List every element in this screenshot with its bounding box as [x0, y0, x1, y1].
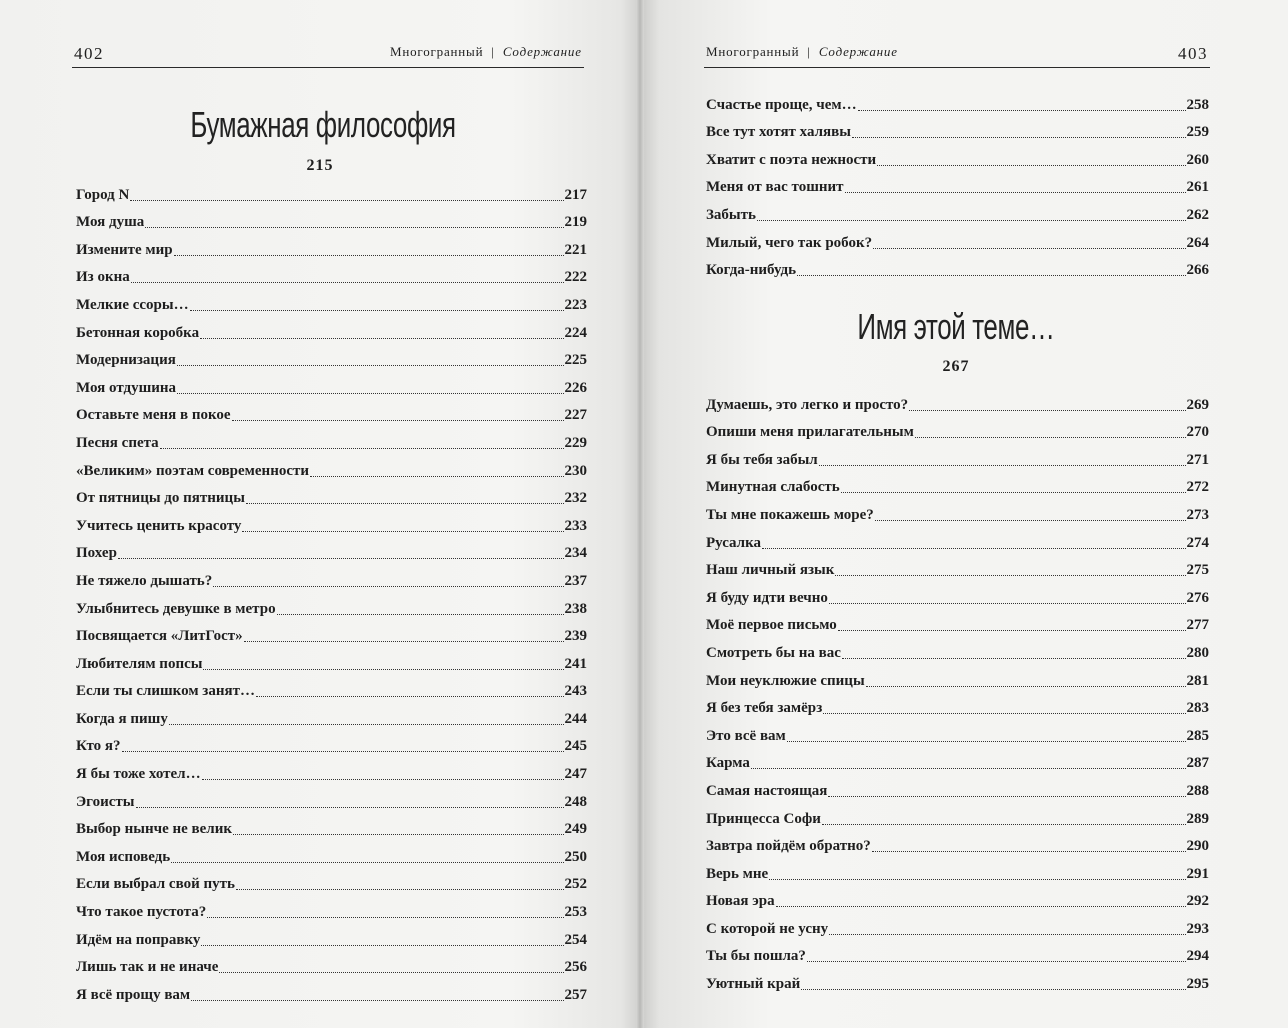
left-running-header — [390, 44, 582, 60]
toc-dot-leader — [776, 906, 1186, 907]
toc-entry-title: Уютный край — [706, 976, 801, 993]
toc-entry-title: Песня спета — [76, 434, 159, 451]
toc-dot-leader — [145, 227, 563, 228]
toc-entry-page: 221 — [564, 241, 587, 258]
toc-entry-title: Я буду идти вечно — [706, 589, 828, 606]
right-toc-bottom-entry — [706, 910, 1209, 938]
left-toc-entry — [76, 286, 587, 314]
toc-entry-page: 233 — [564, 517, 587, 534]
toc-entry-page: 264 — [1186, 234, 1209, 251]
toc-dot-leader — [202, 779, 564, 780]
right-toc-bottom-entry — [706, 441, 1209, 469]
toc-entry-page: 219 — [564, 214, 587, 231]
toc-entry-page: 258 — [1186, 96, 1209, 113]
toc-dot-leader — [118, 558, 564, 559]
toc-entry-page: 274 — [1186, 534, 1209, 551]
right-toc-top-entry — [706, 141, 1209, 169]
toc-entry-title: Лишь так и не иначе — [76, 959, 219, 976]
toc-entry-page: 259 — [1186, 124, 1209, 141]
right-toc-top-entry — [706, 196, 1209, 224]
left-header-book: Многогранный — [390, 44, 484, 59]
right-toc-top-entry — [706, 252, 1209, 280]
right-header-separator: | — [807, 44, 811, 59]
toc-entry-title: Учитесь ценить красоту — [76, 517, 242, 534]
toc-entry-page: 254 — [564, 931, 587, 948]
right-toc-bottom-entry — [706, 855, 1209, 883]
toc-entry-title: Модернизация — [76, 352, 176, 369]
toc-dot-leader — [203, 669, 563, 670]
toc-dot-leader — [762, 548, 1185, 549]
toc-entry-page: 272 — [1186, 479, 1209, 496]
left-toc-entry — [76, 728, 587, 756]
toc-entry-page: 253 — [564, 904, 587, 921]
right-toc-bottom-entry — [706, 690, 1209, 718]
toc-entry-page: 241 — [564, 655, 587, 672]
toc-dot-leader — [841, 492, 1186, 493]
toc-entry-title: От пятницы до пятницы — [76, 490, 245, 507]
toc-dot-leader — [131, 282, 564, 283]
toc-dot-leader — [219, 972, 563, 973]
toc-dot-leader — [845, 192, 1186, 193]
toc-dot-leader — [233, 834, 564, 835]
toc-entry-page: 295 — [1186, 976, 1209, 993]
left-section-title: Бумажная философия — [190, 104, 456, 145]
toc-entry-page: 250 — [564, 848, 587, 865]
right-toc-top-entry — [706, 86, 1209, 114]
toc-dot-leader — [201, 945, 563, 946]
toc-dot-leader — [190, 310, 564, 311]
right-toc-bottom-entry — [706, 717, 1209, 745]
toc-entry-title: Карма — [706, 755, 750, 772]
toc-dot-leader — [232, 420, 564, 421]
left-toc-entry — [76, 838, 587, 866]
toc-entry-page: 234 — [564, 545, 587, 562]
toc-entry-title: Кто я? — [76, 738, 121, 755]
right-toc-bottom-entry — [706, 662, 1209, 690]
toc-entry-page: 243 — [564, 683, 587, 700]
toc-entry-page: 223 — [564, 296, 587, 313]
toc-entry-title: С которой не усну — [706, 920, 829, 937]
toc-entry-page: 225 — [564, 352, 587, 369]
toc-entry-title: Мелкие ссоры… — [76, 296, 189, 313]
toc-entry-title: Моя отдушина — [76, 379, 177, 396]
left-toc-entry — [76, 204, 587, 232]
toc-entry-title: Я всё прощу вам — [76, 986, 191, 1003]
left-toc-entry — [76, 673, 587, 701]
toc-entry-title: Смотреть бы на вас — [706, 644, 841, 661]
left-header-separator: | — [491, 44, 495, 59]
toc-entry-title: Думаешь, это легко и просто? — [706, 396, 909, 413]
toc-entry-title: Из окна — [76, 269, 130, 286]
toc-dot-leader — [829, 603, 1186, 604]
toc-entry-page: 287 — [1186, 755, 1209, 772]
toc-entry-page: 237 — [564, 572, 587, 589]
toc-dot-leader — [842, 658, 1186, 659]
toc-entry-page: 262 — [1186, 206, 1209, 223]
toc-dot-leader — [858, 110, 1186, 111]
right-toc-bottom-entry — [706, 579, 1209, 607]
toc-dot-leader — [822, 824, 1186, 825]
toc-dot-leader — [909, 410, 1185, 411]
toc-entry-page: 244 — [564, 710, 587, 727]
toc-dot-leader — [177, 393, 563, 394]
toc-entry-title: Милый, чего так робок? — [706, 234, 873, 251]
toc-entry-page: 245 — [564, 738, 587, 755]
toc-entry-title: Эгоисты — [76, 793, 135, 810]
toc-entry-title: Все тут хотят халявы — [706, 124, 851, 141]
toc-dot-leader — [213, 586, 563, 587]
toc-dot-leader — [915, 437, 1186, 438]
left-toc-entry — [76, 590, 587, 618]
toc-entry-title: Не тяжело дышать? — [76, 572, 213, 589]
toc-entry-page: 269 — [1186, 396, 1209, 413]
left-toc-entry — [76, 562, 587, 590]
toc-entry-title: Верь мне — [706, 865, 769, 882]
toc-entry-title: Моя душа — [76, 214, 145, 231]
right-toc-bottom-entry — [706, 552, 1209, 580]
left-toc-entry — [76, 452, 587, 480]
right-toc-bottom-entry — [706, 607, 1209, 635]
toc-entry-title: Хватит с поэта нежности — [706, 151, 877, 168]
toc-dot-leader — [256, 696, 564, 697]
left-toc-entry — [76, 783, 587, 811]
toc-entry-title: Счастье проще, чем… — [706, 96, 857, 113]
toc-entry-page: 224 — [564, 324, 587, 341]
right-header-section: Содержание — [818, 44, 898, 59]
left-toc-entry — [76, 507, 587, 535]
toc-dot-leader — [177, 365, 564, 366]
left-toc-entry — [76, 397, 587, 425]
toc-entry-page: 256 — [564, 959, 587, 976]
left-toc-entry — [76, 618, 587, 646]
right-toc-top-list — [706, 86, 1209, 279]
toc-entry-title: Оставьте меня в покое — [76, 407, 231, 424]
toc-entry-title: Я бы тоже хотел… — [76, 766, 201, 783]
toc-dot-leader — [852, 137, 1186, 138]
toc-dot-leader — [169, 724, 564, 725]
toc-entry-title: Что такое пустота? — [76, 904, 207, 921]
toc-entry-title: Опиши меня прилагательным — [706, 424, 914, 441]
left-page-number: 402 — [74, 44, 104, 63]
right-toc-top-entry — [706, 114, 1209, 142]
toc-entry-title: Измените мир — [76, 241, 173, 258]
toc-entry-page: 226 — [564, 379, 587, 396]
right-toc-top-entry — [706, 224, 1209, 252]
toc-entry-title: Город N — [76, 186, 130, 203]
toc-entry-page: 238 — [564, 600, 587, 617]
toc-dot-leader — [160, 448, 564, 449]
left-toc-entry — [76, 369, 587, 397]
toc-entry-page: 273 — [1186, 506, 1209, 523]
toc-entry-page: 291 — [1186, 865, 1209, 882]
toc-dot-leader — [207, 917, 563, 918]
toc-entry-page: 261 — [1186, 179, 1209, 196]
right-toc-bottom-entry — [706, 496, 1209, 524]
left-toc-entry — [76, 893, 587, 921]
toc-dot-leader — [242, 531, 563, 532]
toc-entry-page: 257 — [564, 986, 587, 1003]
toc-entry-title: Новая эра — [706, 893, 775, 910]
toc-entry-page: 294 — [1186, 948, 1209, 965]
left-header-rule — [72, 67, 584, 68]
left-toc-entry — [76, 314, 587, 342]
toc-entry-page: 275 — [1186, 562, 1209, 579]
right-toc-bottom-entry — [706, 938, 1209, 966]
toc-entry-title: Наш личный язык — [706, 562, 835, 579]
toc-dot-leader — [819, 465, 1186, 466]
toc-dot-leader — [171, 862, 563, 863]
right-running-header — [706, 44, 898, 60]
right-toc-bottom-entry — [706, 634, 1209, 662]
toc-entry-title: Любителям попсы — [76, 655, 203, 672]
left-header-section: Содержание — [502, 44, 582, 59]
toc-dot-leader — [801, 989, 1185, 990]
toc-entry-page: 247 — [564, 766, 587, 783]
toc-entry-page: 289 — [1186, 810, 1209, 827]
toc-entry-title: Идём на поправку — [76, 931, 201, 948]
toc-entry-page: 293 — [1186, 920, 1209, 937]
toc-dot-leader — [829, 934, 1185, 935]
toc-entry-title: Если выбрал свой путь — [76, 876, 235, 893]
toc-dot-leader — [823, 713, 1185, 714]
left-toc-entry — [76, 342, 587, 370]
toc-dot-leader — [872, 851, 1186, 852]
left-toc-entry — [76, 176, 587, 204]
toc-entry-title: Это всё вам — [706, 727, 786, 744]
right-toc-bottom-entry — [706, 772, 1209, 800]
left-toc-entry — [76, 755, 587, 783]
right-toc-top-entry — [706, 169, 1209, 197]
right-toc-bottom-entry — [706, 414, 1209, 442]
toc-dot-leader — [246, 503, 564, 504]
toc-entry-page: 281 — [1186, 672, 1209, 689]
toc-dot-leader — [191, 1000, 563, 1001]
right-header-rule — [704, 67, 1210, 68]
toc-entry-page: 248 — [564, 793, 587, 810]
toc-dot-leader — [787, 741, 1186, 742]
right-toc-bottom-list — [706, 386, 1209, 993]
left-toc-entry — [76, 231, 587, 259]
left-toc-entry — [76, 480, 587, 508]
toc-entry-title: Забыть — [706, 206, 756, 223]
toc-entry-title: Посвящается «ЛитГост» — [76, 628, 243, 645]
left-toc-entry — [76, 949, 587, 977]
toc-entry-title: Завтра пойдём обратно? — [706, 838, 871, 855]
toc-entry-title: Ты мне покажешь море? — [706, 506, 874, 523]
toc-entry-page: 239 — [564, 628, 587, 645]
right-toc-bottom-entry — [706, 965, 1209, 993]
toc-entry-page: 266 — [1186, 262, 1209, 279]
toc-entry-page: 276 — [1186, 589, 1209, 606]
toc-entry-page: 292 — [1186, 893, 1209, 910]
toc-dot-leader — [174, 255, 564, 256]
right-section-page: 267 — [942, 358, 970, 375]
toc-dot-leader — [797, 275, 1185, 276]
toc-dot-leader — [751, 768, 1186, 769]
toc-dot-leader — [136, 807, 564, 808]
toc-entry-page: 260 — [1186, 151, 1209, 168]
toc-entry-title: Моя исповедь — [76, 848, 171, 865]
toc-entry-page: 271 — [1186, 451, 1209, 468]
right-header-book: Многогранный — [706, 44, 800, 59]
left-section-page: 215 — [306, 157, 334, 174]
toc-entry-title: Русалка — [706, 534, 762, 551]
toc-entry-page: 230 — [564, 462, 587, 479]
book-spine — [636, 0, 644, 1028]
toc-dot-leader — [236, 889, 564, 890]
left-toc-entry — [76, 645, 587, 673]
left-toc-entry — [76, 700, 587, 728]
toc-entry-title: Меня от вас тошнит — [706, 179, 844, 196]
toc-entry-title: Моё первое письмо — [706, 617, 837, 634]
toc-entry-title: Ты бы пошла? — [706, 948, 806, 965]
toc-dot-leader — [244, 641, 564, 642]
right-page-number: 403 — [1178, 44, 1208, 63]
toc-entry-page: 277 — [1186, 617, 1209, 634]
right-toc-bottom-entry — [706, 386, 1209, 414]
toc-entry-page: 288 — [1186, 782, 1209, 799]
right-toc-bottom-entry — [706, 883, 1209, 911]
toc-entry-title: «Великим» поэтам современности — [76, 462, 310, 479]
right-section-title: Имя этой теме… — [857, 306, 1055, 347]
toc-dot-leader — [200, 338, 563, 339]
right-toc-bottom-entry — [706, 745, 1209, 773]
toc-entry-title: Улыбнитесь девушке в метро — [76, 600, 276, 617]
toc-entry-title: Если ты слишком занят… — [76, 683, 255, 700]
left-toc-entry — [76, 811, 587, 839]
right-toc-bottom-entry — [706, 469, 1209, 497]
right-toc-bottom-entry — [706, 800, 1209, 828]
toc-entry-title: Самая настоящая — [706, 782, 828, 799]
toc-dot-leader — [835, 575, 1185, 576]
toc-entry-title: Минутная слабость — [706, 479, 840, 496]
toc-entry-title: Я бы тебя забыл — [706, 451, 818, 468]
toc-entry-page: 232 — [564, 490, 587, 507]
toc-entry-page: 227 — [564, 407, 587, 424]
left-toc-entry — [76, 976, 587, 1004]
toc-dot-leader — [838, 630, 1186, 631]
left-toc-entry — [76, 259, 587, 287]
toc-entry-title: Похер — [76, 545, 117, 562]
toc-entry-page: 229 — [564, 434, 587, 451]
toc-entry-page: 283 — [1186, 700, 1209, 717]
toc-dot-leader — [122, 751, 564, 752]
toc-entry-page: 252 — [564, 876, 587, 893]
toc-entry-page: 270 — [1186, 424, 1209, 441]
toc-dot-leader — [757, 220, 1186, 221]
toc-dot-leader — [310, 476, 563, 477]
left-toc-entry — [76, 866, 587, 894]
left-toc-entry — [76, 424, 587, 452]
left-toc-list — [76, 176, 587, 1004]
toc-entry-title: Принцесса Софи — [706, 810, 821, 827]
toc-entry-title: Когда-нибудь — [706, 262, 797, 279]
toc-dot-leader — [769, 879, 1185, 880]
right-toc-bottom-entry — [706, 524, 1209, 552]
toc-dot-leader — [866, 686, 1186, 687]
toc-entry-title: Мои неуклюжие спицы — [706, 672, 865, 689]
toc-dot-leader — [873, 248, 1185, 249]
left-toc-entry — [76, 535, 587, 563]
left-toc-entry — [76, 921, 587, 949]
right-toc-bottom-entry — [706, 828, 1209, 856]
toc-entry-title: Я без тебя замёрз — [706, 700, 823, 717]
toc-entry-page: 217 — [564, 186, 587, 203]
toc-entry-page: 285 — [1186, 727, 1209, 744]
toc-entry-page: 290 — [1186, 838, 1209, 855]
toc-dot-leader — [277, 614, 564, 615]
toc-dot-leader — [130, 200, 563, 201]
toc-entry-title: Когда я пишу — [76, 710, 168, 727]
toc-dot-leader — [828, 796, 1185, 797]
toc-entry-title: Выбор нынче не велик — [76, 821, 232, 838]
toc-dot-leader — [875, 520, 1186, 521]
toc-dot-leader — [807, 961, 1186, 962]
toc-dot-leader — [877, 165, 1185, 166]
toc-entry-title: Бетонная коробка — [76, 324, 200, 341]
toc-entry-page: 280 — [1186, 644, 1209, 661]
toc-entry-page: 249 — [564, 821, 587, 838]
toc-entry-page: 222 — [564, 269, 587, 286]
